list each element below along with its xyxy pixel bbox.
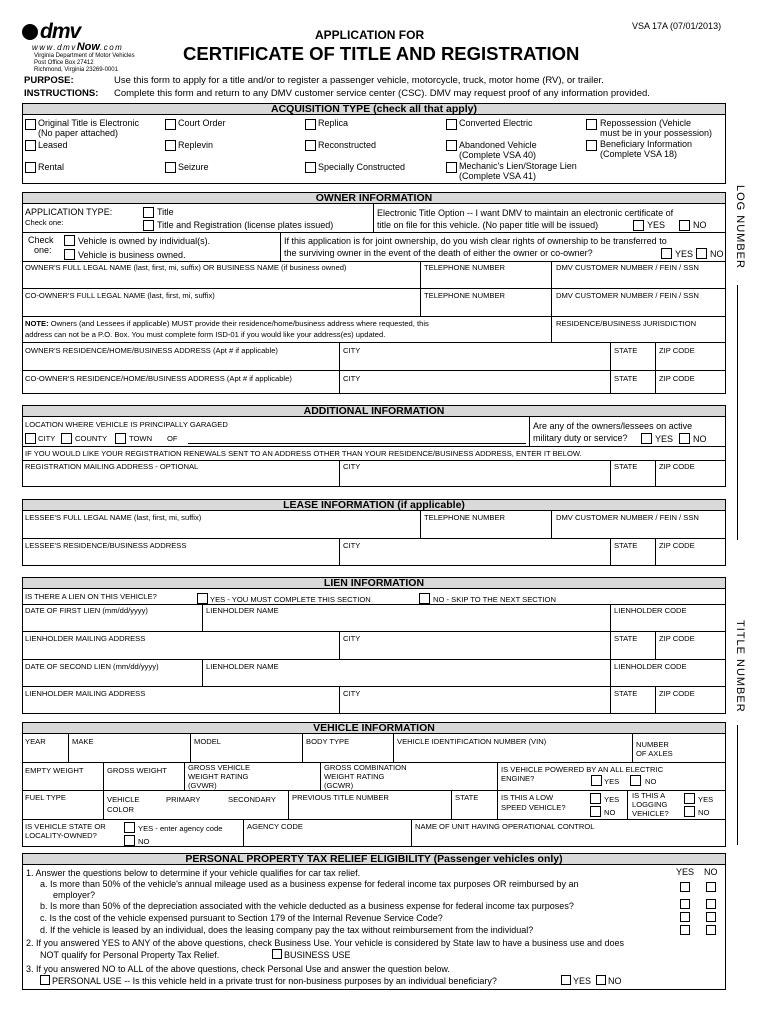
electronic-yes-checkbox[interactable] <box>633 220 644 231</box>
dmv-logo <box>22 20 172 80</box>
electric-engine-label-1: IS VEHICLE POWERED BY AN ALL ELECTRIC <box>501 765 664 774</box>
state-owned-no-checkbox[interactable] <box>124 835 135 846</box>
previous-title-label: PREVIOUS TITLE NUMBER <box>292 793 389 802</box>
repossession-note: must be in your possession) <box>600 128 713 138</box>
mechanics-lien-note: (Complete VSA 41) <box>459 171 537 181</box>
state-owned-label-2: LOCALITY-OWNED? <box>25 831 97 840</box>
court-order-label: Court Order <box>178 118 226 128</box>
owner-dmv-customer-label: DMV CUSTOMER NUMBER / FEIN / SSN <box>556 263 699 272</box>
owned-business-checkbox[interactable] <box>64 249 75 260</box>
tax-question-c: c. Is the cost of the vehicle expensed pursuant to Section 179 of the Internal Revenue Service Code? <box>40 913 443 923</box>
instructions-label: INSTRUCTIONS: <box>24 88 99 99</box>
abandoned-checkbox[interactable] <box>446 140 457 151</box>
coowner-dmv-customer-label: DMV CUSTOMER NUMBER / FEIN / SSN <box>556 291 699 300</box>
reg-mailing-zip-label: ZIP CODE <box>659 462 695 471</box>
electric-no-label: NO <box>645 777 657 786</box>
ownership-check-label-2: one: <box>34 245 52 255</box>
reg-mailing-address-label: REGISTRATION MAILING ADDRESS - OPTIONAL <box>25 462 199 471</box>
reg-mailing-state-label: STATE <box>614 462 638 471</box>
tax-d-yes-checkbox[interactable] <box>680 925 690 935</box>
tax-question-2-line-2: NOT qualify for Personal Property Tax Relief. <box>40 950 220 960</box>
garaged-county-checkbox[interactable] <box>61 433 72 444</box>
tax-question-a-line-2: employer? <box>53 890 96 900</box>
original-electronic-label: Original Title is Electronic <box>38 118 140 128</box>
original-electronic-note: (No paper attached) <box>38 128 119 138</box>
owned-individual-checkbox[interactable] <box>64 235 75 246</box>
gcwr-label-2: WEIGHT RATING <box>324 772 385 781</box>
low-speed-yes-checkbox[interactable] <box>590 793 601 804</box>
fuel-type-label: FUEL TYPE <box>25 793 66 802</box>
court-order-checkbox[interactable] <box>165 119 176 130</box>
joint-ownership-line-1: If this application is for joint ownership, do you wish clear rights of ownership to be transferred to <box>284 236 667 246</box>
ownership-check-label-1: Check <box>28 235 54 245</box>
electronic-option-line-1: Electronic Title Option -- I want DMV to maintain an electronic certificate of <box>377 208 674 218</box>
replica-checkbox[interactable] <box>305 119 316 130</box>
gvwr-label-1: GROSS VEHICLE <box>188 763 251 772</box>
instructions-text: Complete this form and return to any DMV customer service center (CSC). DMV may request proof of any information provided. <box>114 88 650 99</box>
original-electronic-checkbox[interactable] <box>25 119 36 130</box>
joint-ownership-line-2: the surviving owner in the event of the death of either the owner or co-owner? <box>284 248 593 258</box>
first-lienholder-address-label: LIENHOLDER MAILING ADDRESS <box>25 634 146 643</box>
axles-label-2: OF AXLES <box>636 749 673 758</box>
app-type-title-reg-label: Title and Registration (license plates issued) <box>157 220 334 230</box>
owner-header: OWNER INFORMATION <box>22 192 726 204</box>
joint-yes-label: YES <box>675 249 694 259</box>
logging-yes-label: YES <box>698 795 714 804</box>
reconstructed-label: Reconstructed <box>318 140 377 150</box>
tax-b-no-checkbox[interactable] <box>706 899 716 909</box>
lessee-address-label: LESSEE'S RESIDENCE/BUSINESS ADDRESS <box>25 541 187 550</box>
seizure-label: Seizure <box>178 162 209 172</box>
garaged-city-checkbox[interactable] <box>25 433 36 444</box>
tax-question-3: 3. If you answered NO to ALL of the above questions, check Personal Use and answer the question below. <box>26 964 450 974</box>
app-type-title-label: Title <box>157 207 174 217</box>
tax-a-yes-checkbox[interactable] <box>680 882 690 892</box>
coowner-city-label: CITY <box>343 374 361 383</box>
lien-yes-label: YES - YOU MUST COMPLETE THIS SECTION <box>210 595 371 604</box>
owner-state-label: STATE <box>614 346 638 355</box>
second-lien-date-label: DATE OF SECOND LIEN (mm/dd/yyyy) <box>25 662 159 671</box>
mechanics-lien-label: Mechanic's Lien/Storage Lien <box>459 161 577 171</box>
dmv-logo-mark <box>22 24 38 40</box>
low-speed-no-label: NO <box>604 808 616 817</box>
lien-no-checkbox[interactable] <box>419 593 430 604</box>
address-note-line-2: address can not be a P.O. Box. You must complete form ISD-01 if you would like your address(es) updated. <box>25 330 386 339</box>
dmv-logo-url: www.dmvNow.com <box>32 41 124 53</box>
tax-c-yes-checkbox[interactable] <box>680 912 690 922</box>
rental-checkbox[interactable] <box>25 162 36 173</box>
vin-label: VEHICLE IDENTIFICATION NUMBER (VIN) <box>397 737 547 746</box>
trust-no-checkbox[interactable] <box>596 975 606 985</box>
first-lienholder-city-label: CITY <box>343 634 361 643</box>
electric-yes-label: YES <box>604 777 620 786</box>
agency-code-label: AGENCY CODE <box>247 822 303 831</box>
personal-use-label: PERSONAL USE -- Is this vehicle held in a private trust for non-business purposes by an individual beneficiary? <box>52 976 497 986</box>
business-use-label: BUSINESS USE <box>284 950 351 960</box>
page-title: CERTIFICATE OF TITLE AND REGISTRATION <box>183 43 580 64</box>
second-lienholder-city-label: CITY <box>343 689 361 698</box>
tax-b-yes-checkbox[interactable] <box>680 899 690 909</box>
tax-relief-header: PERSONAL PROPERTY TAX RELIEF ELIGIBILITY (Passenger vehicles only) <box>22 853 726 865</box>
military-yes-label: YES <box>655 434 674 444</box>
lien-no-label: NO - SKIP TO THE NEXT SECTION <box>433 595 556 604</box>
tax-c-no-checkbox[interactable] <box>706 912 716 922</box>
logging-no-label: NO <box>698 808 710 817</box>
joint-no-label: NO <box>710 249 724 259</box>
second-lienholder-zip-label: ZIP CODE <box>659 689 695 698</box>
logo-line-3: Richmond, Virginia 23269-0001 <box>34 67 118 73</box>
lien-question-label: IS THERE A LIEN ON THIS VEHICLE? <box>25 592 157 601</box>
abandoned-label: Abandoned Vehicle <box>459 140 537 150</box>
gcwr-label-3: (GCWR) <box>324 781 354 790</box>
beneficiary-checkbox[interactable] <box>586 140 597 151</box>
joint-yes-checkbox[interactable] <box>661 248 672 259</box>
beneficiary-label: Beneficiary Information <box>600 139 693 149</box>
military-line-1: Are any of the owners/lessees on active <box>533 421 693 431</box>
second-lienholder-state-label: STATE <box>614 689 638 698</box>
owner-zip-label: ZIP CODE <box>659 346 695 355</box>
lessee-city-label: CITY <box>343 541 361 550</box>
electronic-option-line-2: title on file for this vehicle. (No paper title will be issued) <box>377 220 599 230</box>
second-lienholder-address-label: LIENHOLDER MAILING ADDRESS <box>25 689 146 698</box>
trust-yes-label: YES <box>573 976 592 986</box>
app-type-title-reg-checkbox[interactable] <box>143 220 154 231</box>
lease-header: LEASE INFORMATION (if applicable) <box>22 499 726 511</box>
coowner-address-label: CO-OWNER'S RESIDENCE/HOME/BUSINESS ADDRESS (Apt # if applicable) <box>25 374 292 383</box>
first-lienholder-code-label: LIENHOLDER CODE <box>614 606 687 615</box>
title-number-line <box>737 725 738 845</box>
lessee-name-label: LESSEE'S FULL LEGAL NAME (last, first, mi, suffix) <box>25 513 202 522</box>
tax-question-a-line-1: a. Is more than 50% of the vehicle's annual mileage used as a business expense for federal income tax purposes OR reimbursed by an <box>40 879 579 889</box>
garaged-of-label: OF <box>167 434 178 443</box>
first-lienholder-state-label: STATE <box>614 634 638 643</box>
jurisdiction-label: RESIDENCE/BUSINESS JURISDICTION <box>556 319 697 328</box>
owner-telephone-label: TELEPHONE NUMBER <box>424 263 506 272</box>
model-label: MODEL <box>194 737 222 746</box>
acquisition-header: ACQUISITION TYPE (check all that apply) <box>22 103 726 115</box>
reg-mailing-city-label: CITY <box>343 462 361 471</box>
app-type-title-checkbox[interactable] <box>143 207 154 218</box>
logo-line-1: Virginia Department of Motor Vehicles <box>34 53 135 59</box>
tax-question-b: b. Is more than 50% of the depreciation associated with the vehicle deducted as a business expense for federal income tax purposes? <box>40 901 574 911</box>
electronic-yes-label: YES <box>647 220 666 230</box>
tax-a-no-checkbox[interactable] <box>706 882 716 892</box>
electronic-no-checkbox[interactable] <box>679 220 690 231</box>
owner-city-label: CITY <box>343 346 361 355</box>
purpose-label: PURPOSE: <box>24 75 74 86</box>
gvwr-label-2: WEIGHT RATING <box>188 772 249 781</box>
vehicle-color-label-1: VEHICLE <box>107 795 140 804</box>
business-use-checkbox[interactable] <box>272 949 282 959</box>
lien-header: LIEN INFORMATION <box>22 577 726 589</box>
purpose-text: Use this form to apply for a title and/or to register a passenger vehicle, motorcycle, truck, motor home (RV), or trailer. <box>114 75 604 86</box>
coowner-zip-label: ZIP CODE <box>659 374 695 383</box>
joint-no-checkbox[interactable] <box>696 248 707 259</box>
vehicle-color-label-2: COLOR <box>107 805 135 814</box>
gvwr-label-3: (GVWR) <box>188 781 217 790</box>
leased-checkbox[interactable] <box>25 140 36 151</box>
military-no-label: NO <box>693 434 707 444</box>
garaged-town-label: TOWN <box>129 434 153 443</box>
owner-address-label: OWNER'S RESIDENCE/HOME/BUSINESS ADDRESS (Apt # if applicable) <box>25 346 278 355</box>
converted-electric-checkbox[interactable] <box>446 119 457 130</box>
garaged-location-label: LOCATION WHERE VEHICLE IS PRINCIPALLY GARAGED <box>25 420 228 429</box>
lessee-dmv-customer-label: DMV CUSTOMER NUMBER / FEIN / SSN <box>556 513 699 522</box>
application-for: APPLICATION FOR <box>315 28 425 42</box>
trust-yes-checkbox[interactable] <box>561 975 571 985</box>
garaged-locality-input[interactable] <box>188 443 526 444</box>
tax-question-d: d. If the vehicle is leased by an individual, does the leasing company pay the tax without reimbursement from the individual? <box>40 925 534 935</box>
military-yes-checkbox[interactable] <box>641 433 652 444</box>
specially-constructed-checkbox[interactable] <box>305 162 316 173</box>
log-number-line <box>737 285 738 540</box>
first-lienholder-zip-label: ZIP CODE <box>659 634 695 643</box>
state-owned-no-label: NO <box>138 837 150 846</box>
tax-yes-column-label: YES <box>676 867 695 877</box>
renewal-address-instruction: IF YOU WOULD LIKE YOUR REGISTRATION RENEWALS SENT TO AN ADDRESS OTHER THAN YOUR RESIDENCE/BUSINESS ADDRESS, ENTER IT BELOW. <box>25 449 582 458</box>
mechanics-lien-checkbox[interactable] <box>446 162 457 173</box>
logging-label-2: LOGGING <box>632 800 668 809</box>
application-type-label: APPLICATION TYPE: <box>25 207 113 217</box>
operational-unit-label: NAME OF UNIT HAVING OPERATIONAL CONTROL <box>415 822 595 831</box>
beneficiary-note: (Complete VSA 18) <box>600 149 678 159</box>
owned-individual-label: Vehicle is owned by individual(s). <box>78 236 211 246</box>
second-lienholder-name-label: LIENHOLDER NAME <box>206 662 279 671</box>
garaged-county-label: COUNTY <box>75 434 108 443</box>
leased-label: Leased <box>38 140 68 150</box>
dmv-logo-brand: dmv <box>40 20 81 43</box>
electronic-no-label: NO <box>693 220 707 230</box>
abandoned-note: (Complete VSA 40) <box>459 150 537 160</box>
axles-label-1: NUMBER <box>636 740 669 749</box>
gcwr-label-1: GROSS COMBINATION <box>324 763 407 772</box>
log-number-label: LOG NUMBER <box>734 185 746 269</box>
lessee-state-label: STATE <box>614 541 638 550</box>
year-label: YEAR <box>25 737 46 746</box>
lessee-telephone-label: TELEPHONE NUMBER <box>424 513 506 522</box>
garaged-town-checkbox[interactable] <box>115 433 126 444</box>
logo-line-2: Post Office Box 27412 <box>34 60 94 66</box>
state-owned-yes-checkbox[interactable] <box>124 822 135 833</box>
low-speed-yes-label: YES <box>604 795 620 804</box>
previous-title-state-label: STATE <box>455 793 479 802</box>
first-lienholder-name-label: LIENHOLDER NAME <box>206 606 279 615</box>
owner-name-field-label: OWNER'S FULL LEGAL NAME (last, first, mi, suffix) OR BUSINESS NAME (if business owned) <box>25 263 347 272</box>
rental-label: Rental <box>38 162 65 172</box>
owned-business-label: Vehicle is business owned. <box>78 250 186 260</box>
reconstructed-checkbox[interactable] <box>305 140 316 151</box>
converted-electric-label: Converted Electric <box>459 118 533 128</box>
personal-use-checkbox[interactable] <box>40 975 50 985</box>
specially-constructed-label: Specially Constructed <box>318 162 406 172</box>
low-speed-label-2: SPEED VEHICLE? <box>501 803 566 812</box>
vehicle-header: VEHICLE INFORMATION <box>22 722 726 734</box>
coowner-name-field-label: CO-OWNER'S FULL LEGAL NAME (last, first, mi, suffix) <box>25 291 215 300</box>
state-owned-yes-label: YES - enter agency code <box>138 824 223 833</box>
title-number-label: TITLE NUMBER <box>734 620 746 713</box>
replevin-label: Replevin <box>178 140 214 150</box>
garaged-city-label: CITY <box>38 434 56 443</box>
empty-weight-label: EMPTY WEIGHT <box>25 766 84 775</box>
tax-no-column-label: NO <box>704 867 718 877</box>
military-line-2: military duty or service? <box>533 433 628 443</box>
repossession-checkbox[interactable] <box>586 119 597 130</box>
lessee-zip-label: ZIP CODE <box>659 541 695 550</box>
replevin-checkbox[interactable] <box>165 140 176 151</box>
body-type-label: BODY TYPE <box>306 737 350 746</box>
electric-no-checkbox[interactable] <box>630 775 641 786</box>
lien-yes-checkbox[interactable] <box>197 593 208 604</box>
military-no-checkbox[interactable] <box>679 433 690 444</box>
tax-question-2-line-1: 2. If you answered YES to ANY of the above questions, check Business Use. Your vehicle is considered by State law to have a business use and does <box>26 938 625 948</box>
primary-color-label: PRIMARY <box>166 795 201 804</box>
state-owned-label-1: IS VEHICLE STATE OR <box>25 822 106 831</box>
repossession-label: Repossession (Vehicle <box>600 118 692 128</box>
second-lienholder-code-label: LIENHOLDER CODE <box>614 662 687 671</box>
seizure-checkbox[interactable] <box>165 162 176 173</box>
electric-engine-label-2: ENGINE? <box>501 774 535 783</box>
make-label: MAKE <box>72 737 94 746</box>
secondary-color-label: SECONDARY <box>228 795 276 804</box>
tax-question-1: 1. Answer the questions below to determine if your vehicle qualifies for car tax relief. <box>26 868 361 878</box>
logging-no-checkbox[interactable] <box>684 806 695 817</box>
check-one-label: Check one: <box>25 218 64 227</box>
logging-label-3: VEHICLE? <box>632 809 669 818</box>
gross-weight-label: GROSS WEIGHT <box>107 766 167 775</box>
low-speed-no-checkbox[interactable] <box>590 806 601 817</box>
tax-d-no-checkbox[interactable] <box>706 925 716 935</box>
logging-yes-checkbox[interactable] <box>684 793 695 804</box>
replica-label: Replica <box>318 118 349 128</box>
address-note-line-1: NOTE: Owners (and Lessees if applicable) MUST provide their residence/home/business address where requested, this <box>25 319 429 328</box>
additional-header: ADDITIONAL INFORMATION <box>22 405 726 417</box>
logging-label-1: IS THIS A <box>632 791 666 800</box>
form-id: VSA 17A (07/01/2013) <box>632 21 722 31</box>
electric-yes-checkbox[interactable] <box>591 775 602 786</box>
trust-no-label: NO <box>608 976 622 986</box>
coowner-state-label: STATE <box>614 374 638 383</box>
low-speed-label-1: IS THIS A LOW <box>501 793 554 802</box>
coowner-telephone-label: TELEPHONE NUMBER <box>424 291 506 300</box>
first-lien-date-label: DATE OF FIRST LIEN (mm/dd/yyyy) <box>25 606 148 615</box>
